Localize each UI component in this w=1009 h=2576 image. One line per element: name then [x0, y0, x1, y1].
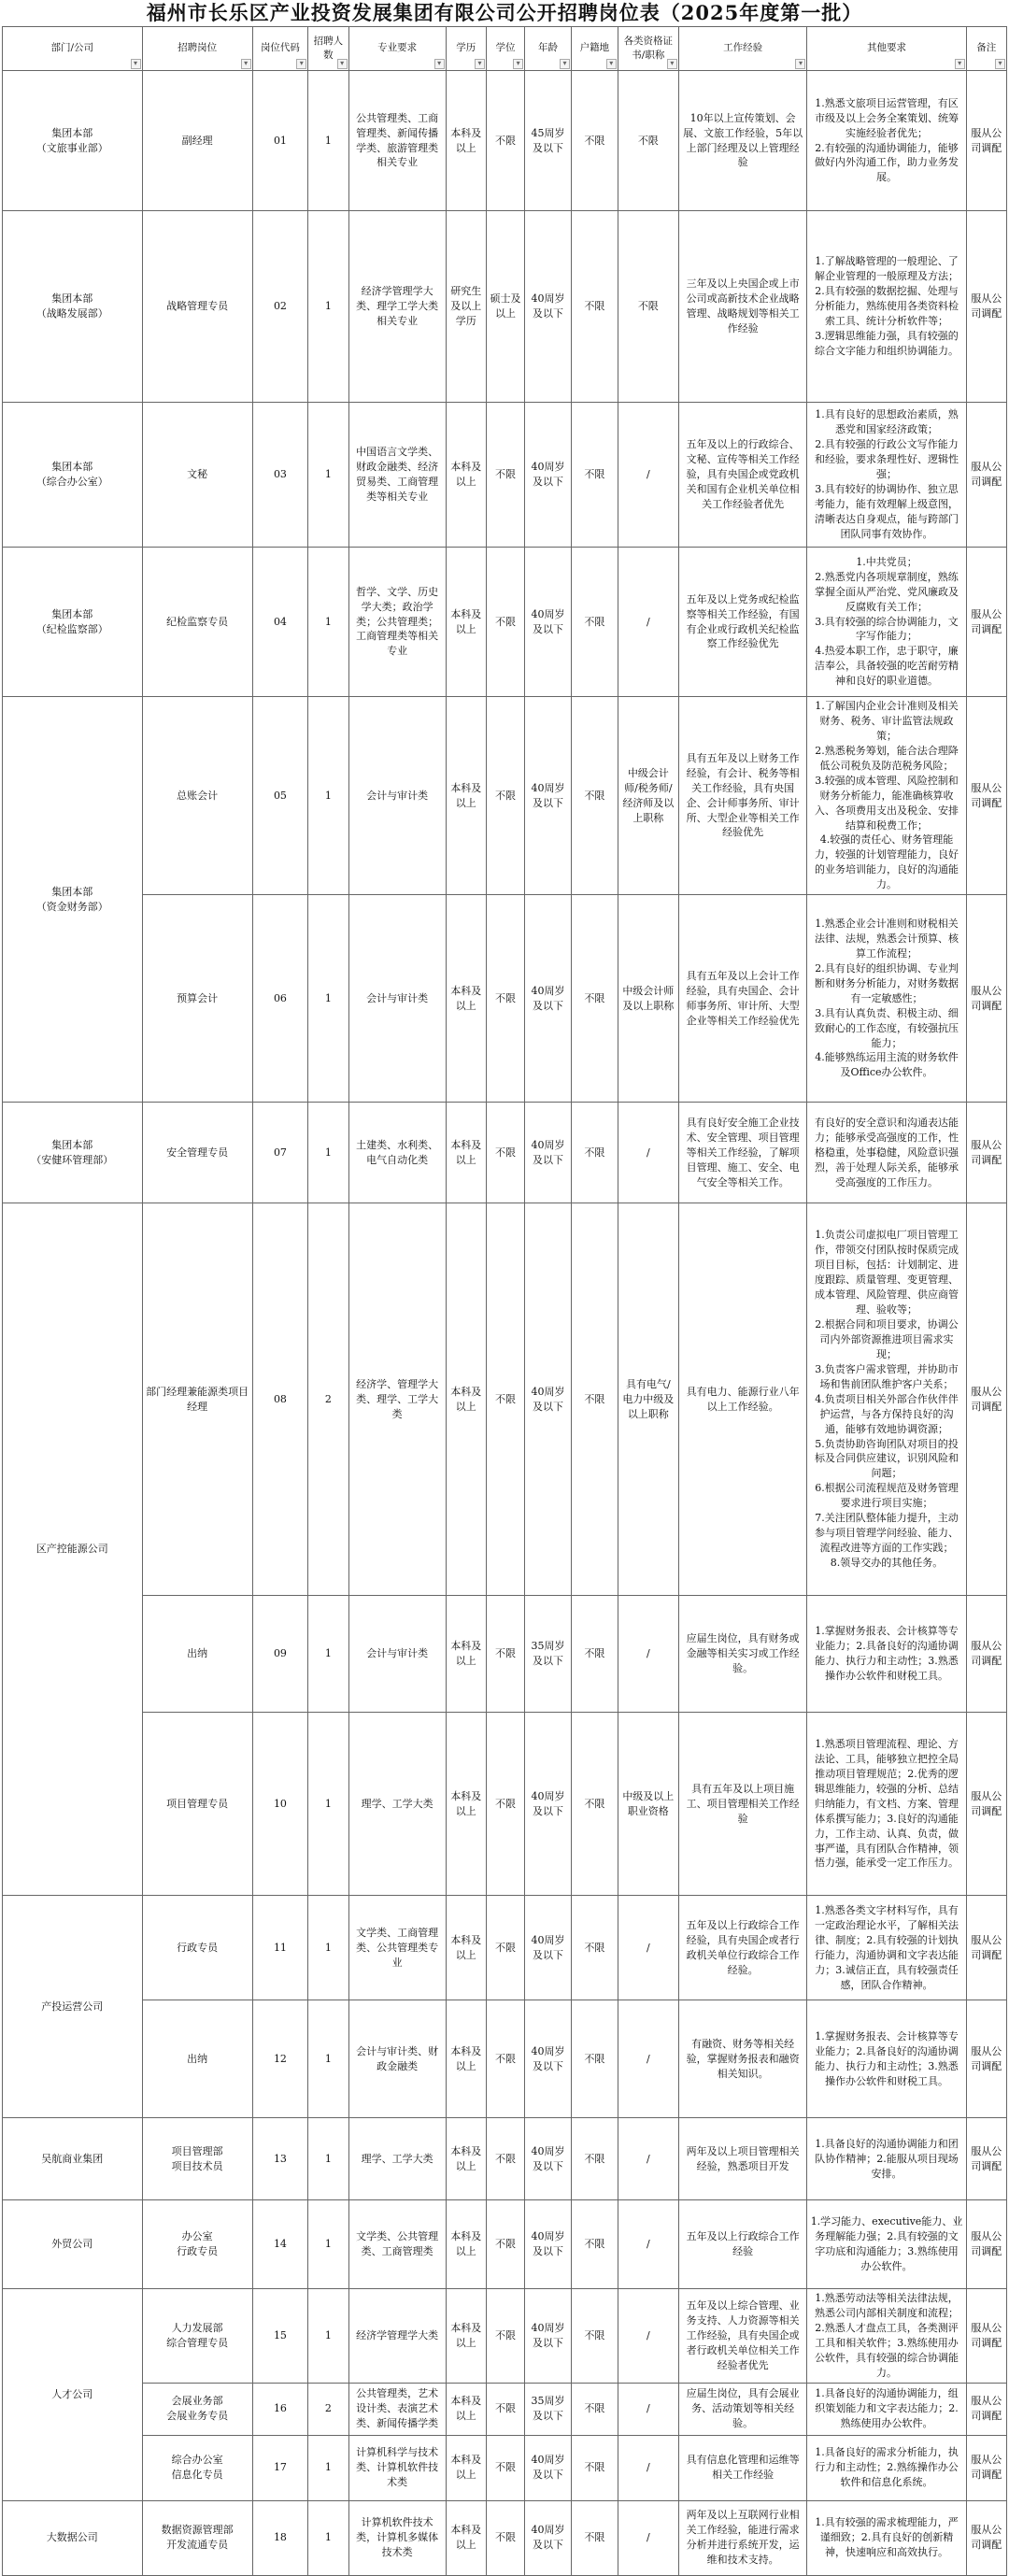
department-cell: 区产控能源公司 — [3, 1203, 143, 1896]
code-cell: 14 — [252, 2200, 308, 2289]
count-cell: 1 — [308, 211, 348, 403]
degree-cell: 不限 — [486, 697, 524, 895]
code-cell: 11 — [252, 1896, 308, 2000]
count-cell: 1 — [308, 1103, 348, 1203]
age-cell: 40周岁及以下 — [525, 1896, 572, 2000]
requirements-cell: 1.熟悉项目管理流程、理论、方法论、工具，能够独立把控全局推动项目管理规范；2.优秀的逻辑思维能力，较强的分析、总结归纳能力，有文档、方案、管理体系撰写能力；3.良好的沟通能力，工作主动、认真、负责，做事严谨，具有团队合作精神，领悟力强，能承受一定工作压力。 — [807, 1713, 966, 1896]
post-cell: 办公室 行政专员 — [142, 2200, 252, 2289]
post-cell: 项目管理专员 — [142, 1713, 252, 1896]
age-cell: 40周岁及以下 — [525, 2200, 572, 2289]
major-cell: 会计与审计类、财政金融类 — [348, 2000, 446, 2118]
hukou-cell: 不限 — [571, 2200, 618, 2289]
header-code[interactable]: 岗位代码 ▾ — [252, 27, 308, 71]
department-cell: 集团本部 （文旅事业部） — [3, 71, 143, 211]
count-cell: 1 — [308, 1896, 348, 2000]
note-cell: 服从公司调配 — [966, 2200, 1006, 2289]
degree-cell: 不限 — [486, 1896, 524, 2000]
header-age[interactable]: 年龄 ▾ — [525, 27, 572, 71]
education-cell: 本科及以上 — [446, 1896, 486, 2000]
requirements-cell: 1.具备良好的沟通协调能力和团队协作精神；2.能服从项目现场安排。 — [807, 2118, 966, 2200]
requirements-cell: 1.熟悉各类文字材料写作，具有一定政治理论水平，了解相关法律、制度；2.具有较强的计划执行能力，沟通协调和文字表达能力；3.诚信正直，具有较强责任感，团队合作精神。 — [807, 1896, 966, 2000]
major-cell: 文学类、工商管理类、公共管理类专业 — [348, 1896, 446, 2000]
major-cell: 经济学、管理学大类、理学、工学大类 — [348, 1203, 446, 1596]
count-cell: 1 — [308, 895, 348, 1103]
degree-cell: 不限 — [486, 2118, 524, 2200]
major-cell: 公共管理类，艺术设计类、表演艺术类、新闻传播学类 — [348, 2383, 446, 2435]
experience-cell: 具有五年及以上财务工作经验，有会计、税务等相关工作经验，具有央国企、会计师事务所、审计所、大型企业等相关工作经验优先 — [678, 697, 807, 895]
requirements-cell: 1.具有较强的需求梳理能力，严谨细致；2.具有良好的创新精神，快速响应和高效执行。 — [807, 2500, 966, 2575]
requirements-cell: 1.熟悉文旅项目运营管理，有区市级及以上会务全案策划、统筹实施经验者优先； 2.有较强的沟通协调能力，能够做好内外沟通工作，助力业务发展。 — [807, 71, 966, 211]
experience-cell: 具有电力、能源行业八年以上工作经验。 — [678, 1203, 807, 1596]
age-cell: 40周岁及以下 — [525, 2289, 572, 2384]
code-cell: 05 — [252, 697, 308, 895]
degree-cell: 不限 — [486, 71, 524, 211]
degree-cell: 不限 — [486, 548, 524, 697]
experience-cell: 五年及以上行政综合工作经验，具有央国企或者行政机关单位行政综合工作经验。 — [678, 1896, 807, 2000]
hukou-cell: 不限 — [571, 895, 618, 1103]
note-cell: 服从公司调配 — [966, 1103, 1006, 1203]
hukou-cell: 不限 — [571, 2000, 618, 2118]
code-cell: 08 — [252, 1203, 308, 1596]
age-cell: 40周岁及以下 — [525, 1103, 572, 1203]
degree-cell: 不限 — [486, 1203, 524, 1596]
note-cell: 服从公司调配 — [966, 1896, 1006, 2000]
requirements-cell: 有良好的安全意识和沟通表达能力；能够承受高强度的工作，性格稳重，处事稳健，风险意识强烈，善于处理人际关系，能够承受高强度的工作压力。 — [807, 1103, 966, 1203]
hukou-cell: 不限 — [571, 2289, 618, 2384]
post-cell: 预算会计 — [142, 895, 252, 1103]
table-row — [3, 403, 1007, 548]
experience-cell: 三年及以上央国企或上市公司或高新技术企业战略管理、战略规划等相关工作经验 — [678, 211, 807, 403]
count-cell: 1 — [308, 1596, 348, 1713]
post-cell: 人力发展部 综合管理专员 — [142, 2289, 252, 2384]
department-cell: 人才公司 — [3, 2289, 143, 2501]
post-cell: 部门经理兼能源类项目经理 — [142, 1203, 252, 1596]
note-cell: 服从公司调配 — [966, 2000, 1006, 2118]
count-cell: 1 — [308, 403, 348, 548]
certificate-cell: / — [618, 2383, 678, 2435]
count-cell: 1 — [308, 2200, 348, 2289]
hukou-cell: 不限 — [571, 1896, 618, 2000]
table-row — [3, 211, 1007, 403]
positions-table — [2, 26, 1007, 2576]
certificate-cell: / — [618, 2200, 678, 2289]
experience-cell: 有融资、财务等相关经验，掌握财务报表和融资相关知识。 — [678, 2000, 807, 2118]
note-cell: 服从公司调配 — [966, 2289, 1006, 2384]
filter-dropdown-icon[interactable]: ▾ — [667, 59, 677, 69]
note-cell: 服从公司调配 — [966, 2500, 1006, 2575]
requirements-cell: 1.具有良好的思想政治素质，熟悉党和国家经济政策； 2.具有较强的行政公文写作能力和经验，要求条理性好、逻辑性强； 3.具有较好的协调协作、独立思考能力，能有效理解上级意图，清晰表达自身观点，能与跨部门团队同事有效协作。 — [807, 403, 966, 548]
major-cell: 土建类、水利类、电气自动化类 — [348, 1103, 446, 1203]
count-cell: 1 — [308, 2000, 348, 2118]
certificate-cell: 具有电气/电力中级及以上职称 — [618, 1203, 678, 1596]
post-cell: 会展业务部 会展业务专员 — [142, 2383, 252, 2435]
header-exp[interactable]: 工作经验 ▾ — [678, 27, 807, 71]
experience-cell: 应届生岗位，具有财务或金融等相关实习或工作经验。 — [678, 1596, 807, 1713]
degree-cell: 不限 — [486, 1713, 524, 1896]
degree-cell: 不限 — [486, 895, 524, 1103]
education-cell: 本科及以上 — [446, 2435, 486, 2500]
filter-dropdown-icon[interactable]: ▾ — [296, 59, 306, 69]
note-cell: 服从公司调配 — [966, 211, 1006, 403]
count-cell: 1 — [308, 2289, 348, 2384]
education-cell: 本科及以上 — [446, 2000, 486, 2118]
filter-dropdown-icon[interactable]: ▾ — [337, 59, 348, 69]
department-cell: 集团本部 （综合办公室） — [3, 403, 143, 548]
experience-cell: 两年及以上互联网行业相关工作经验，能进行需求分析并进行系统开发，运维和技术支持。 — [678, 2500, 807, 2575]
degree-cell: 不限 — [486, 2500, 524, 2575]
degree-cell: 不限 — [486, 1596, 524, 1713]
count-cell: 1 — [308, 2500, 348, 2575]
experience-cell: 五年及以上综合管理、业务支持、人力资源等相关工作经验，具有央国企或者行政机关单位相关工作经验者优先 — [678, 2289, 807, 2384]
post-cell: 综合办公室 信息化专员 — [142, 2435, 252, 2500]
major-cell: 哲学、文学、历史学大类；政治学类；公共管理类；工商管理类等相关专业 — [348, 548, 446, 697]
requirements-cell: 1.掌握财务报表、会计核算等专业能力；2.具备良好的沟通协调能力、执行力和主动性；3.熟悉操作办公软件和财税工具。 — [807, 1596, 966, 1713]
education-cell: 本科及以上 — [446, 697, 486, 895]
major-cell: 会计与审计类 — [348, 895, 446, 1103]
page-title: 福州市长乐区产业投资发展集团有限公司公开招聘岗位表（2025年度第一批） — [146, 1, 863, 24]
post-cell: 战略管理专员 — [142, 211, 252, 403]
education-cell: 本科及以上 — [446, 2500, 486, 2575]
major-cell: 会计与审计类 — [348, 1596, 446, 1713]
table-row — [3, 2000, 1007, 2118]
department-cell: 外贸公司 — [3, 2200, 143, 2289]
major-cell: 中国语言文学类、财政金融类、经济贸易类、工商管理类等相关专业 — [348, 403, 446, 548]
major-cell: 公共管理类、工商管理类、新闻传播学类、旅游管理类相关专业 — [348, 71, 446, 211]
filter-dropdown-icon[interactable]: ▾ — [513, 59, 523, 69]
education-cell: 本科及以上 — [446, 1596, 486, 1713]
education-cell: 本科及以上 — [446, 1203, 486, 1596]
hukou-cell: 不限 — [571, 697, 618, 895]
certificate-cell: 不限 — [618, 211, 678, 403]
post-cell: 出纳 — [142, 1596, 252, 1713]
hukou-cell: 不限 — [571, 211, 618, 403]
requirements-cell: 1.具备良好的需求分析能力，执行力和主动性；2.熟练操作办公软件和信息化系统。 — [807, 2435, 966, 2500]
filter-dropdown-icon[interactable]: ▾ — [131, 59, 141, 69]
certificate-cell: / — [618, 2118, 678, 2200]
age-cell: 40周岁及以下 — [525, 2000, 572, 2118]
hukou-cell: 不限 — [571, 1596, 618, 1713]
table-row — [3, 1103, 1007, 1203]
requirements-cell: 1.了解战略管理的一般理论、了解企业管理的一般原理及方法； 2.具有较强的数据挖掘、处理与分析能力，熟练使用各类资料检索工具、统计分析软件等； 3.逻辑思维能力强，具有较强的综合文字能力和组织协调能力。 — [807, 211, 966, 403]
certificate-cell: / — [618, 1103, 678, 1203]
department-cell: 产投运营公司 — [3, 1896, 143, 2118]
department-cell: 集团本部 （战略发展部） — [3, 211, 143, 403]
code-cell: 13 — [252, 2118, 308, 2200]
education-cell: 本科及以上 — [446, 2383, 486, 2435]
code-cell: 15 — [252, 2289, 308, 2384]
age-cell: 45周岁及以下 — [525, 71, 572, 211]
note-cell: 服从公司调配 — [966, 895, 1006, 1103]
degree-cell: 不限 — [486, 2435, 524, 2500]
table-row — [3, 2435, 1007, 2500]
certificate-cell: / — [618, 2000, 678, 2118]
note-cell: 服从公司调配 — [966, 697, 1006, 895]
post-cell: 项目管理部 项目技术员 — [142, 2118, 252, 2200]
table-row — [3, 2289, 1007, 2384]
major-cell: 文学类、公共管理类、工商管理类 — [348, 2200, 446, 2289]
experience-cell: 五年及以上行政综合工作经验 — [678, 2200, 807, 2289]
age-cell: 40周岁及以下 — [525, 403, 572, 548]
experience-cell: 具有良好安全施工企业技术、安全管理、项目管理等相关工作经验，了解项目管理、施工、安全、电气安全等相关工作。 — [678, 1103, 807, 1203]
education-cell: 本科及以上 — [446, 895, 486, 1103]
table-row — [3, 1713, 1007, 1896]
count-cell: 1 — [308, 71, 348, 211]
certificate-cell: / — [618, 2500, 678, 2575]
code-cell: 02 — [252, 211, 308, 403]
degree-cell: 不限 — [486, 2383, 524, 2435]
major-cell: 经济学管理学大类、理学工学大类相关专业 — [348, 211, 446, 403]
note-cell: 服从公司调配 — [966, 1203, 1006, 1596]
table-row — [3, 71, 1007, 211]
requirements-cell: 1.负责公司虚拟电厂项目管理工作，带领交付团队按时保质完成项目目标，包括：计划制定、进度跟踪、质量管理、变更管理、成本管理、风险管理、供应商管理、验收等； 2.根据合同和项目要求，协调公司内外部资源推进项目需求实现； 3.负责客户需求管理，并协助市场和售前团队维护客户关系； 4.负责项目相关外部合作伙伴伴护运营，与各方保持良好的沟通，能够有效地协调资源； 5.负责协助咨询团队对项目的投标及合同供应建议，识别风险和问题； 6.根据公司流程规范及财务管理要求进行项目实施； 7.关注团队整体能力提升，主动参与项目管理学问经验、能力、流程改进等方面的工作实践； 8.领导交办的其他任务。 — [807, 1203, 966, 1596]
note-cell: 服从公司调配 — [966, 548, 1006, 697]
degree-cell: 不限 — [486, 1103, 524, 1203]
table-row — [3, 697, 1007, 895]
post-cell: 副经理 — [142, 71, 252, 211]
table-row — [3, 2118, 1007, 2200]
table-row — [3, 895, 1007, 1103]
table-row — [3, 1596, 1007, 1713]
education-cell: 研究生及以上学历 — [446, 211, 486, 403]
age-cell: 40周岁及以下 — [525, 1203, 572, 1596]
post-cell: 纪检监察专员 — [142, 548, 252, 697]
filter-dropdown-icon[interactable]: ▾ — [955, 59, 965, 69]
hukou-cell: 不限 — [571, 1203, 618, 1596]
department-cell: 吴航商业集团 — [3, 2118, 143, 2200]
post-cell: 安全管理专员 — [142, 1103, 252, 1203]
education-cell: 本科及以上 — [446, 1103, 486, 1203]
code-cell: 09 — [252, 1596, 308, 1713]
requirements-cell: 1.掌握财务报表、会计核算等专业能力；2.具备良好的沟通协调能力、执行力和主动性；3.熟悉操作办公软件和财税工具。 — [807, 2000, 966, 2118]
note-cell: 服从公司调配 — [966, 403, 1006, 548]
major-cell: 会计与审计类 — [348, 697, 446, 895]
requirements-cell: 1.具备良好的沟通协调能力，组织策划能力和文字表达能力；2.熟练使用办公软件。 — [807, 2383, 966, 2435]
experience-cell: 具有五年及以上项目施工、项目管理相关工作经验 — [678, 1713, 807, 1896]
requirements-cell: 1.中共党员； 2.熟悉党内各项规章制度，熟练掌握全面从严治党、党风廉政及反腐败有关工作； 3.具有较强的综合协调能力，文字写作能力； 4.热爱本职工作，忠于职守，廉洁奉公，具备较强的吃苦耐劳精神和良好的职业道德。 — [807, 548, 966, 697]
filter-dropdown-icon[interactable]: ▾ — [560, 59, 570, 69]
certificate-cell: 不限 — [618, 71, 678, 211]
header-edu[interactable]: 学历 ▾ — [446, 27, 486, 71]
certificate-cell: / — [618, 2435, 678, 2500]
age-cell: 40周岁及以下 — [525, 2118, 572, 2200]
code-cell: 07 — [252, 1103, 308, 1203]
header-num[interactable]: 招聘人数 ▾ — [308, 27, 348, 71]
department-cell: 集团本部 （资金财务部） — [3, 697, 143, 1103]
education-cell: 本科及以上 — [446, 403, 486, 548]
department-cell: 集团本部 （纪检监察部） — [3, 548, 143, 697]
certificate-cell: / — [618, 548, 678, 697]
hukou-cell: 不限 — [571, 2500, 618, 2575]
degree-cell: 不限 — [486, 403, 524, 548]
age-cell: 40周岁及以下 — [525, 895, 572, 1103]
filter-dropdown-icon[interactable]: ▾ — [995, 59, 1005, 69]
code-cell: 03 — [252, 403, 308, 548]
experience-cell: 具有信息化管理和运维等相关工作经验 — [678, 2435, 807, 2500]
certificate-cell: 中级及以上职业资格 — [618, 1713, 678, 1896]
header-hukou[interactable]: 户籍地 ▾ — [571, 27, 618, 71]
note-cell: 服从公司调配 — [966, 2383, 1006, 2435]
count-cell: 1 — [308, 1713, 348, 1896]
hukou-cell: 不限 — [571, 1103, 618, 1203]
age-cell: 40周岁及以下 — [525, 548, 572, 697]
degree-cell: 硕士及以上 — [486, 211, 524, 403]
requirements-cell: 1.了解国内企业会计准则及相关财务、税务、审计监管法规政策； 2.熟悉税务筹划，能合法合理降低公司税负及防范税务风险； 3.较强的成本管理、风险控制和财务分析能力，能准确核算收入、各项费用支出及税金、安排结算和税费工作； 4.较强的责任心、财务管理能力，较强的计划管理能力，良好的业务培训能力，良好的沟通能力。 — [807, 697, 966, 895]
note-cell: 服从公司调配 — [966, 1596, 1006, 1713]
post-cell: 数据资源管理部 开发流通专员 — [142, 2500, 252, 2575]
hukou-cell: 不限 — [571, 71, 618, 211]
code-cell: 01 — [252, 71, 308, 211]
count-cell: 1 — [308, 697, 348, 895]
age-cell: 40周岁及以下 — [525, 697, 572, 895]
certificate-cell: 中级会计师及以上职称 — [618, 895, 678, 1103]
code-cell: 16 — [252, 2383, 308, 2435]
requirements-cell: 1.学习能力、executive能力、业务理解能力强；2.具有较强的文字功底和沟通能力；3.熟练使用办公软件。 — [807, 2200, 966, 2289]
certificate-cell: 中级会计师/税务师/经济师及以上职称 — [618, 697, 678, 895]
major-cell: 计算机软件技术类，计算机多媒体技术类 — [348, 2500, 446, 2575]
post-cell: 总账会计 — [142, 697, 252, 895]
major-cell: 理学、工学大类 — [348, 1713, 446, 1896]
table-row — [3, 2500, 1007, 2575]
education-cell: 本科及以上 — [446, 2200, 486, 2289]
header-cert[interactable]: 各类资格证书/职称 ▾ — [618, 27, 678, 71]
hukou-cell: 不限 — [571, 1713, 618, 1896]
hukou-cell: 不限 — [571, 2383, 618, 2435]
code-cell: 12 — [252, 2000, 308, 2118]
code-cell: 17 — [252, 2435, 308, 2500]
age-cell: 40周岁及以下 — [525, 1713, 572, 1896]
age-cell: 40周岁及以下 — [525, 2435, 572, 2500]
education-cell: 本科及以上 — [446, 2118, 486, 2200]
code-cell: 06 — [252, 895, 308, 1103]
education-cell: 本科及以上 — [446, 71, 486, 211]
post-cell: 出纳 — [142, 2000, 252, 2118]
table-body — [3, 71, 1007, 2576]
header-dept[interactable]: 部门/公司 ▾ — [3, 27, 143, 71]
requirements-cell: 1.熟悉企业会计准则和财税相关法律、法规，熟悉会计预算、核算工作流程； 2.具有良好的组织协调、专业判断和财务分析能力，对财务数据有一定敏感性； 3.具有认真负责、积极主动、细致耐心的工作态度，有较强抗压能力； 4.能够熟练运用主流的财务软件及Office办公软件。 — [807, 895, 966, 1103]
note-cell: 服从公司调配 — [966, 2118, 1006, 2200]
count-cell: 2 — [308, 2383, 348, 2435]
count-cell: 2 — [308, 1203, 348, 1596]
major-cell: 计算机科学与技术类、计算机软件技术类 — [348, 2435, 446, 2500]
certificate-cell: / — [618, 2289, 678, 2384]
filter-dropdown-icon[interactable]: ▾ — [241, 59, 251, 69]
age-cell: 35周岁及以下 — [525, 2383, 572, 2435]
header-major[interactable]: 专业要求 ▾ — [348, 27, 446, 71]
note-cell: 服从公司调配 — [966, 2435, 1006, 2500]
header-note[interactable]: 备注 ▾ — [966, 27, 1006, 71]
requirements-cell: 1.熟悉劳动法等相关法律法规，熟悉公司内部相关制度和流程；2.熟悉人才盘点工具，各类测评工具和相关软件；3.熟练使用办公软件，具有较强的综合协调能力。 — [807, 2289, 966, 2384]
note-cell: 服从公司调配 — [966, 71, 1006, 211]
age-cell: 35周岁及以下 — [525, 1596, 572, 1713]
major-cell: 经济学管理学大类 — [348, 2289, 446, 2384]
filter-dropdown-icon[interactable]: ▾ — [475, 59, 485, 69]
department-cell: 集团本部 （安健环管理部） — [3, 1103, 143, 1203]
hukou-cell: 不限 — [571, 403, 618, 548]
degree-cell: 不限 — [486, 2200, 524, 2289]
certificate-cell: / — [618, 1596, 678, 1713]
hukou-cell: 不限 — [571, 548, 618, 697]
code-cell: 10 — [252, 1713, 308, 1896]
experience-cell: 五年及以上党务或纪检监察等相关工作经验，有国有企业或行政机关纪检监察工作经验优先 — [678, 548, 807, 697]
table-row — [3, 2383, 1007, 2435]
count-cell: 1 — [308, 2118, 348, 2200]
certificate-cell: / — [618, 1896, 678, 2000]
education-cell: 本科及以上 — [446, 2289, 486, 2384]
header-deg[interactable]: 学位 ▾ — [486, 27, 524, 71]
certificate-cell: / — [618, 403, 678, 548]
table-row — [3, 1203, 1007, 1596]
education-cell: 本科及以上 — [446, 548, 486, 697]
post-cell: 行政专员 — [142, 1896, 252, 2000]
header-req[interactable]: 其他要求 ▾ — [807, 27, 966, 71]
experience-cell: 10年以上宣传策划、会展、文旅工作经验，5年以上部门经理及以上管理经验 — [678, 71, 807, 211]
hukou-cell: 不限 — [571, 2118, 618, 2200]
filter-dropdown-icon[interactable]: ▾ — [795, 59, 805, 69]
age-cell: 40周岁及以下 — [525, 211, 572, 403]
table-row — [3, 1896, 1007, 2000]
filter-dropdown-icon[interactable]: ▾ — [606, 59, 617, 69]
header-post[interactable]: 招聘岗位 ▾ — [142, 27, 252, 71]
experience-cell: 应届生岗位，具有会展业务、活动策划等相关经验。 — [678, 2383, 807, 2435]
degree-cell: 不限 — [486, 2289, 524, 2384]
age-cell: 40周岁及以下 — [525, 2500, 572, 2575]
table-row — [3, 2200, 1007, 2289]
count-cell: 1 — [308, 2435, 348, 2500]
experience-cell: 五年及以上的行政综合、文秘、宣传等相关工作经验，具有央国企或党政机关和国有企业机关单位相关工作经验者优先 — [678, 403, 807, 548]
education-cell: 本科及以上 — [446, 1713, 486, 1896]
code-cell: 04 — [252, 548, 308, 697]
filter-dropdown-icon[interactable]: ▾ — [434, 59, 445, 69]
department-cell: 大数据公司 — [3, 2500, 143, 2575]
note-cell: 服从公司调配 — [966, 1713, 1006, 1896]
post-cell: 文秘 — [142, 403, 252, 548]
major-cell: 理学、工学大类 — [348, 2118, 446, 2200]
experience-cell: 两年及以上项目管理相关经验，熟悉项目开发 — [678, 2118, 807, 2200]
header-row — [3, 27, 1007, 71]
experience-cell: 具有五年及以上会计工作经验，具有央国企、会计师事务所、审计所、大型企业等相关工作经验优先 — [678, 895, 807, 1103]
code-cell: 18 — [252, 2500, 308, 2575]
hukou-cell: 不限 — [571, 2435, 618, 2500]
degree-cell: 不限 — [486, 2000, 524, 2118]
table-row — [3, 548, 1007, 697]
count-cell: 1 — [308, 548, 348, 697]
